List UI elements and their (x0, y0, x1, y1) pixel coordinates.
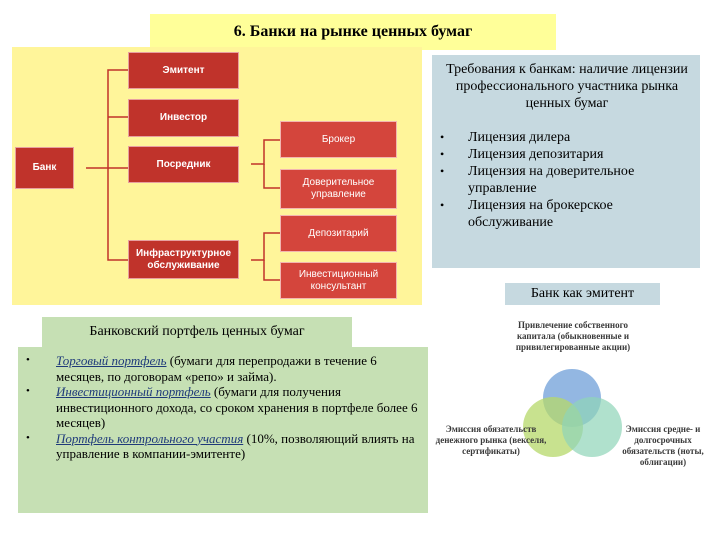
connector-infrastructure-consultant (264, 260, 280, 280)
requirements-title: Требования к банкам: наличие лицензии профессионального участника рынка ценных бумаг (446, 62, 688, 111)
venn-label-money-market: Эмиссия обязательств денежного рынка (векселя, сертификаты) (435, 424, 547, 456)
node-depository: Депозитарий (280, 215, 397, 252)
requirements-list (440, 129, 692, 231)
list-item: • Инвестиционный портфель (бумаги для получения инвестиционного дохода, со сроком хранения в портфеле более 6 месяцев) (26, 384, 418, 430)
portfolio-term: Инвестиционный портфель (56, 384, 211, 399)
node-broker: Брокер (280, 121, 397, 158)
connector-bank-infrastructure (108, 168, 128, 260)
connector-intermediary-trustee (264, 164, 280, 188)
node-intermediary: Посредник (128, 146, 239, 183)
portfolio-title: Банковский портфель ценных бумаг (42, 317, 352, 347)
node-infrastructure: Инфраструктурное обслуживание (128, 240, 239, 279)
node-investor: Инвестор (128, 99, 239, 137)
connector-bank-emitter (86, 70, 128, 168)
node-consultant: Инвестиционный консультант (280, 262, 397, 299)
list-item: • Торговый портфель (бумаги для перепродажи в течение 6 месяцев, по договорам «репо» и займа). (26, 353, 377, 384)
bank-as-emitter-label: Банк как эмитент (505, 283, 660, 305)
portfolio-term: Торговый портфель (56, 353, 167, 368)
connector-infrastructure-depository (251, 233, 280, 260)
node-bank: Банк (15, 147, 74, 189)
portfolio-term: Портфель контрольного участия (56, 430, 244, 446)
list-item: • Портфель контрольного участия (10%, позволяющий влиять на управление в компании-эмитенте) (26, 430, 415, 461)
page-title: 6. Банки на рынке ценных бумаг (150, 14, 556, 50)
portfolio-box (18, 347, 428, 513)
venn-label-equity: Привлечение собственного капитала (обыкновенные и привилегированные акции) (515, 320, 631, 352)
requirements-box (432, 55, 700, 268)
emitter-venn-diagram (428, 310, 720, 540)
venn-label-long-term: Эмиссия средне- и долгосрочных обязательств (ноты, облигации) (622, 424, 704, 467)
list-item: • Лицензия депозитария (440, 147, 604, 162)
list-item: • Лицензия на брокерское обслуживание (440, 198, 613, 230)
list-item: • Лицензия на доверительное управление (440, 164, 635, 196)
node-emitter: Эмитент (128, 52, 239, 89)
node-trustee: Доверительное управление (280, 169, 397, 209)
portfolio-list (26, 353, 422, 462)
connector-intermediary-broker (251, 140, 280, 164)
list-item: • Лицензия дилера (440, 130, 571, 145)
